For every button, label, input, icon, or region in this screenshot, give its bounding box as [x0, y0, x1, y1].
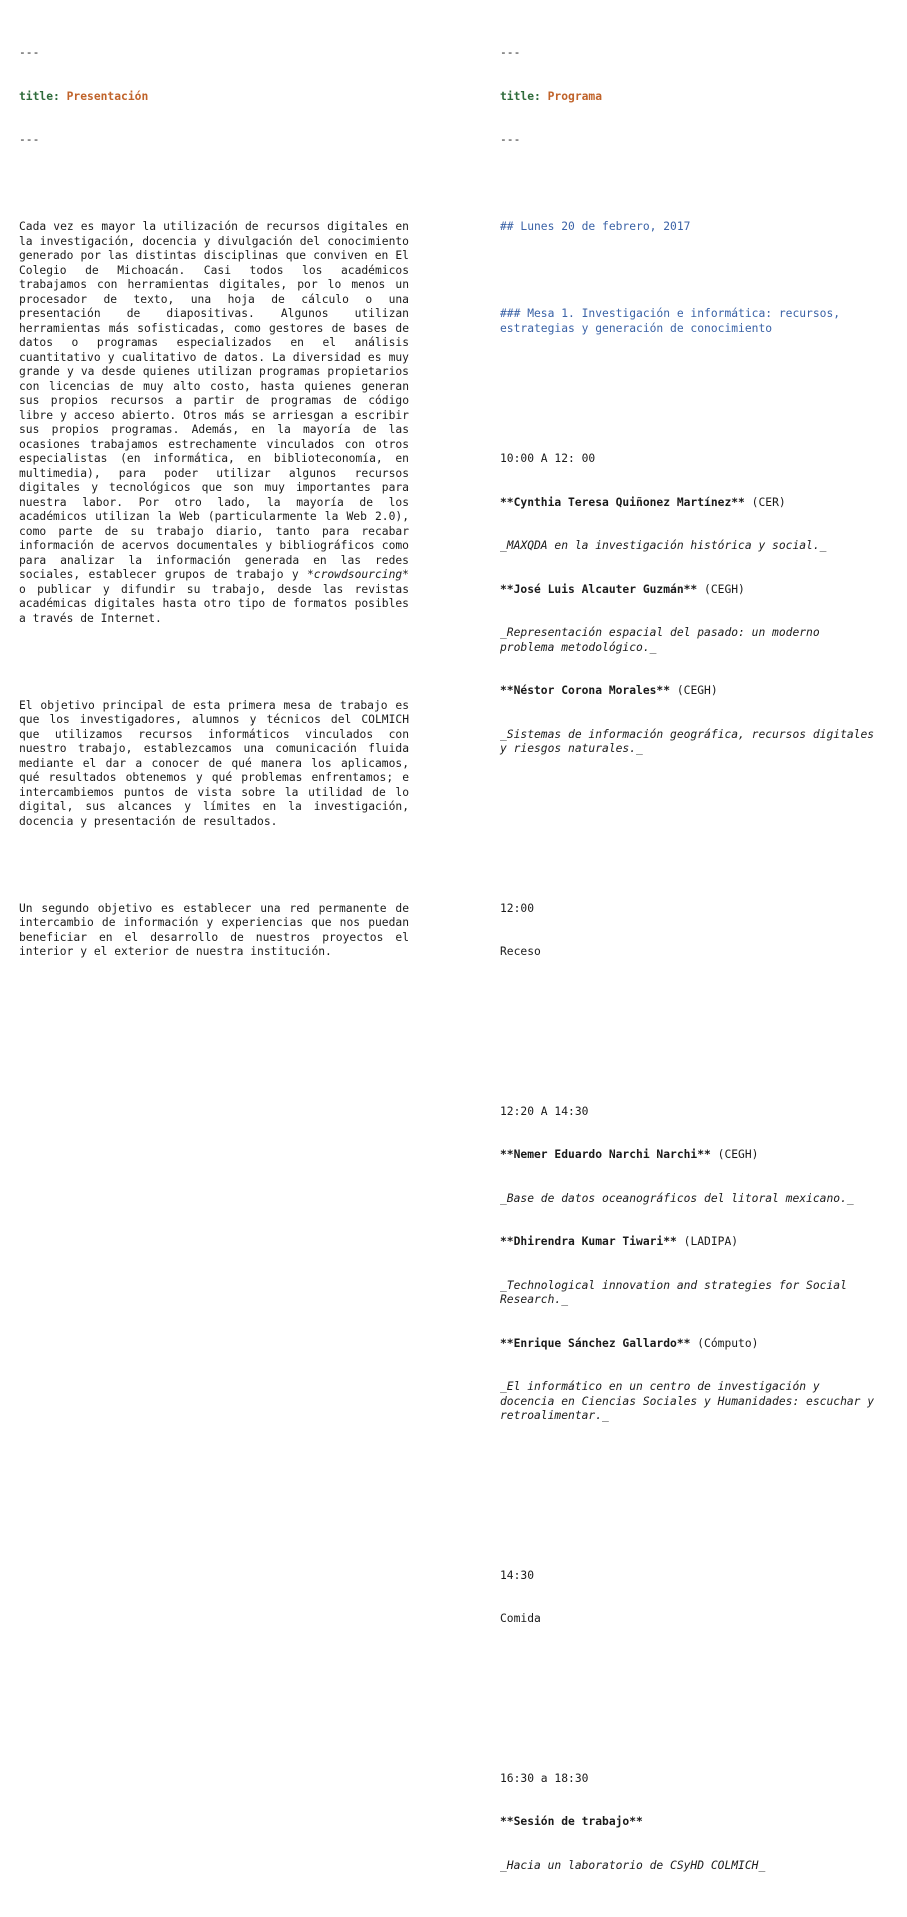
frontmatter-key: title: — [500, 89, 541, 103]
spacer — [500, 1685, 880, 1700]
programa-column — [500, 17, 880, 1917]
frontmatter-key: title: — [19, 89, 60, 103]
speaker-institution: (CEGH) — [670, 684, 718, 697]
frontmatter-value: Presentación — [66, 89, 149, 103]
schedule-block — [500, 873, 880, 989]
time-slot: 10:00 A 12: 00 — [500, 452, 596, 465]
paragraph-1-text: Cada vez es mayor la utilización de recursos digitales en la investigación, docencia y divulgación del conocimiento generado por las distintas disciplinas que conviven en El Colegio de Michoacán. Casi todos los académicos trabajamos con herramientas digitales, por lo menos un procesador de texto, una hoja de cálculo o una presentación de diapositivas. Algunos utilizan herramientas más sofisticadas, como gestores de bases de datos o programas especializados en el análisis cuantitativo y cualitativo de datos. La diversidad es muy grande y va desde quienes utilizan programas propietarios con licencias de muy alto costo, hasta quienes generan sus propios recursos a partir de programas de código libre y acceso abierto. Otros más se arriesgan a escribir sus propios programas. Además, en la mayoría de las ocasiones trabajamos estrechamente vinculados con otros especialistas (en informática, en biblioteconomía, en multimedia), para poder utilizar algunos recursos digitales y tecnológicos que son muy importantes para nuestra labor. Por otro lado, la mayoría de los académicos utilizan la Web (particularmente la Web 2.0), como parte de su trabajo diario, tanto para recabar información de acervos documentales y bibliográficos como para analizar la información generada en las redes sociales, establecer grupos de trabajo y — [19, 220, 416, 581]
speaker-line — [500, 1337, 880, 1352]
speaker-line — [500, 1148, 880, 1163]
speaker-institution: (LADIPA) — [676, 1235, 739, 1248]
spacer — [19, 858, 409, 873]
time-slot: 16:30 a 18:30 — [500, 1771, 589, 1785]
speaker-name: **Enrique Sánchez Gallardo** — [500, 1336, 691, 1350]
frontmatter-close: --- — [500, 133, 521, 146]
speaker-name: **Cynthia Teresa Quiñonez Martínez** — [500, 495, 745, 509]
date-heading: ## Lunes 20 de febrero, 2017 — [500, 220, 691, 233]
speaker-name: **Dhirendra Kumar Tiwari** — [500, 1235, 677, 1248]
paragraph-3: Un segundo objetivo es establecer una red permanente de intercambio de información y experiencias que nos puedan beneficiar en el desarrollo de nuestros proyectos el interior y el exterior de nuestra institución. — [19, 901, 416, 958]
talk-title: _MAXQDA en la investigación histórica y social._ — [500, 539, 827, 552]
speaker-line — [500, 496, 880, 511]
talk-title: _El informático en un centro de investigación y docencia en Ciencias Sociales y Humanidades: escuchar y retroalimentar._ — [500, 1380, 881, 1422]
presentacion-column — [19, 17, 416, 974]
time-slot: 14:30 — [500, 1568, 535, 1582]
schedule-block — [500, 1076, 880, 1453]
break-label: Comida — [500, 1612, 541, 1625]
spacer — [500, 365, 880, 380]
schedule-block — [500, 1540, 880, 1656]
spacer — [500, 1018, 880, 1033]
spacer — [19, 177, 409, 192]
speaker-name: **Néstor Corona Morales** — [500, 684, 671, 697]
speaker-institution: (CER) — [744, 495, 786, 509]
session-heading: ### Mesa 1. Investigación e informática: recursos, estrategias y generación de conocimiento — [500, 307, 847, 335]
speaker-institution: (CEGH) — [710, 1148, 759, 1161]
talk-title: _Hacia un laboratorio de CSyHD COLMICH_ — [500, 1858, 766, 1872]
time-slot: 12:20 A 14:30 — [500, 1104, 589, 1118]
paragraph-1-emphasis: *crowdsourcing* — [306, 568, 409, 581]
spacer — [500, 1482, 880, 1497]
spacer — [19, 655, 409, 670]
frontmatter-close: --- — [19, 133, 40, 146]
frontmatter-value: Programa — [547, 89, 603, 103]
speaker-institution: (CEGH) — [697, 582, 745, 596]
spacer — [500, 177, 880, 192]
paragraph-1-text-end: o publicar y difundir su trabajo, desde las revistas académicas digitales hasta otro tipo de formatos posibles a través de Internet. — [19, 568, 416, 625]
frontmatter-open: --- — [500, 46, 521, 59]
talk-title: _Base de datos oceanográficos del litoral mexicano._ — [500, 1191, 854, 1205]
speaker-name: **Nemer Eduardo Narchi Narchi** — [500, 1148, 711, 1161]
speaker-line — [500, 583, 880, 598]
paragraph-2: El objetivo principal de esta primera mesa de trabajo es que los investigadores, alumnos y técnicos del COLMICH que utilizamos recursos informáticos vinculados con nuestro trabajo, establezcamos una comunicación fluida mediante el dar a conocer de qué manera los aplicamos, qué resultados obtenemos y qué problemas enfrentamos; e intercambiemos puntos de vista sobre la utilidad de lo digital, sus alcances y límites en la investigación, docencia y presentación de resultados. — [19, 698, 416, 828]
talk-title: _Sistemas de información geográfica, recursos digitales y riesgos naturales._ — [500, 727, 881, 755]
speaker-line — [500, 684, 880, 699]
spacer — [500, 264, 880, 279]
spacer — [500, 815, 880, 830]
frontmatter-open: --- — [19, 46, 40, 59]
speaker-line — [500, 1235, 880, 1250]
schedule-block — [500, 1743, 880, 1903]
speaker-name: **Sesión de trabajo** — [500, 1815, 643, 1828]
break-label: Receso — [500, 945, 541, 958]
speaker-line — [500, 1815, 880, 1830]
speaker-name: **José Luis Alcauter Guzmán** — [500, 582, 698, 596]
paragraph-1 — [19, 220, 416, 626]
talk-title: _Technological innovation and strategies for Social Research._ — [500, 1278, 854, 1306]
talk-title: _Representación espacial del pasado: un moderno problema metodológico._ — [500, 626, 827, 654]
frontmatter-title-line — [500, 90, 880, 105]
time-slot: 12:00 — [500, 901, 535, 915]
schedule-block — [500, 423, 880, 786]
frontmatter-title-line — [19, 90, 409, 105]
speaker-institution: (Cómputo) — [690, 1336, 759, 1350]
